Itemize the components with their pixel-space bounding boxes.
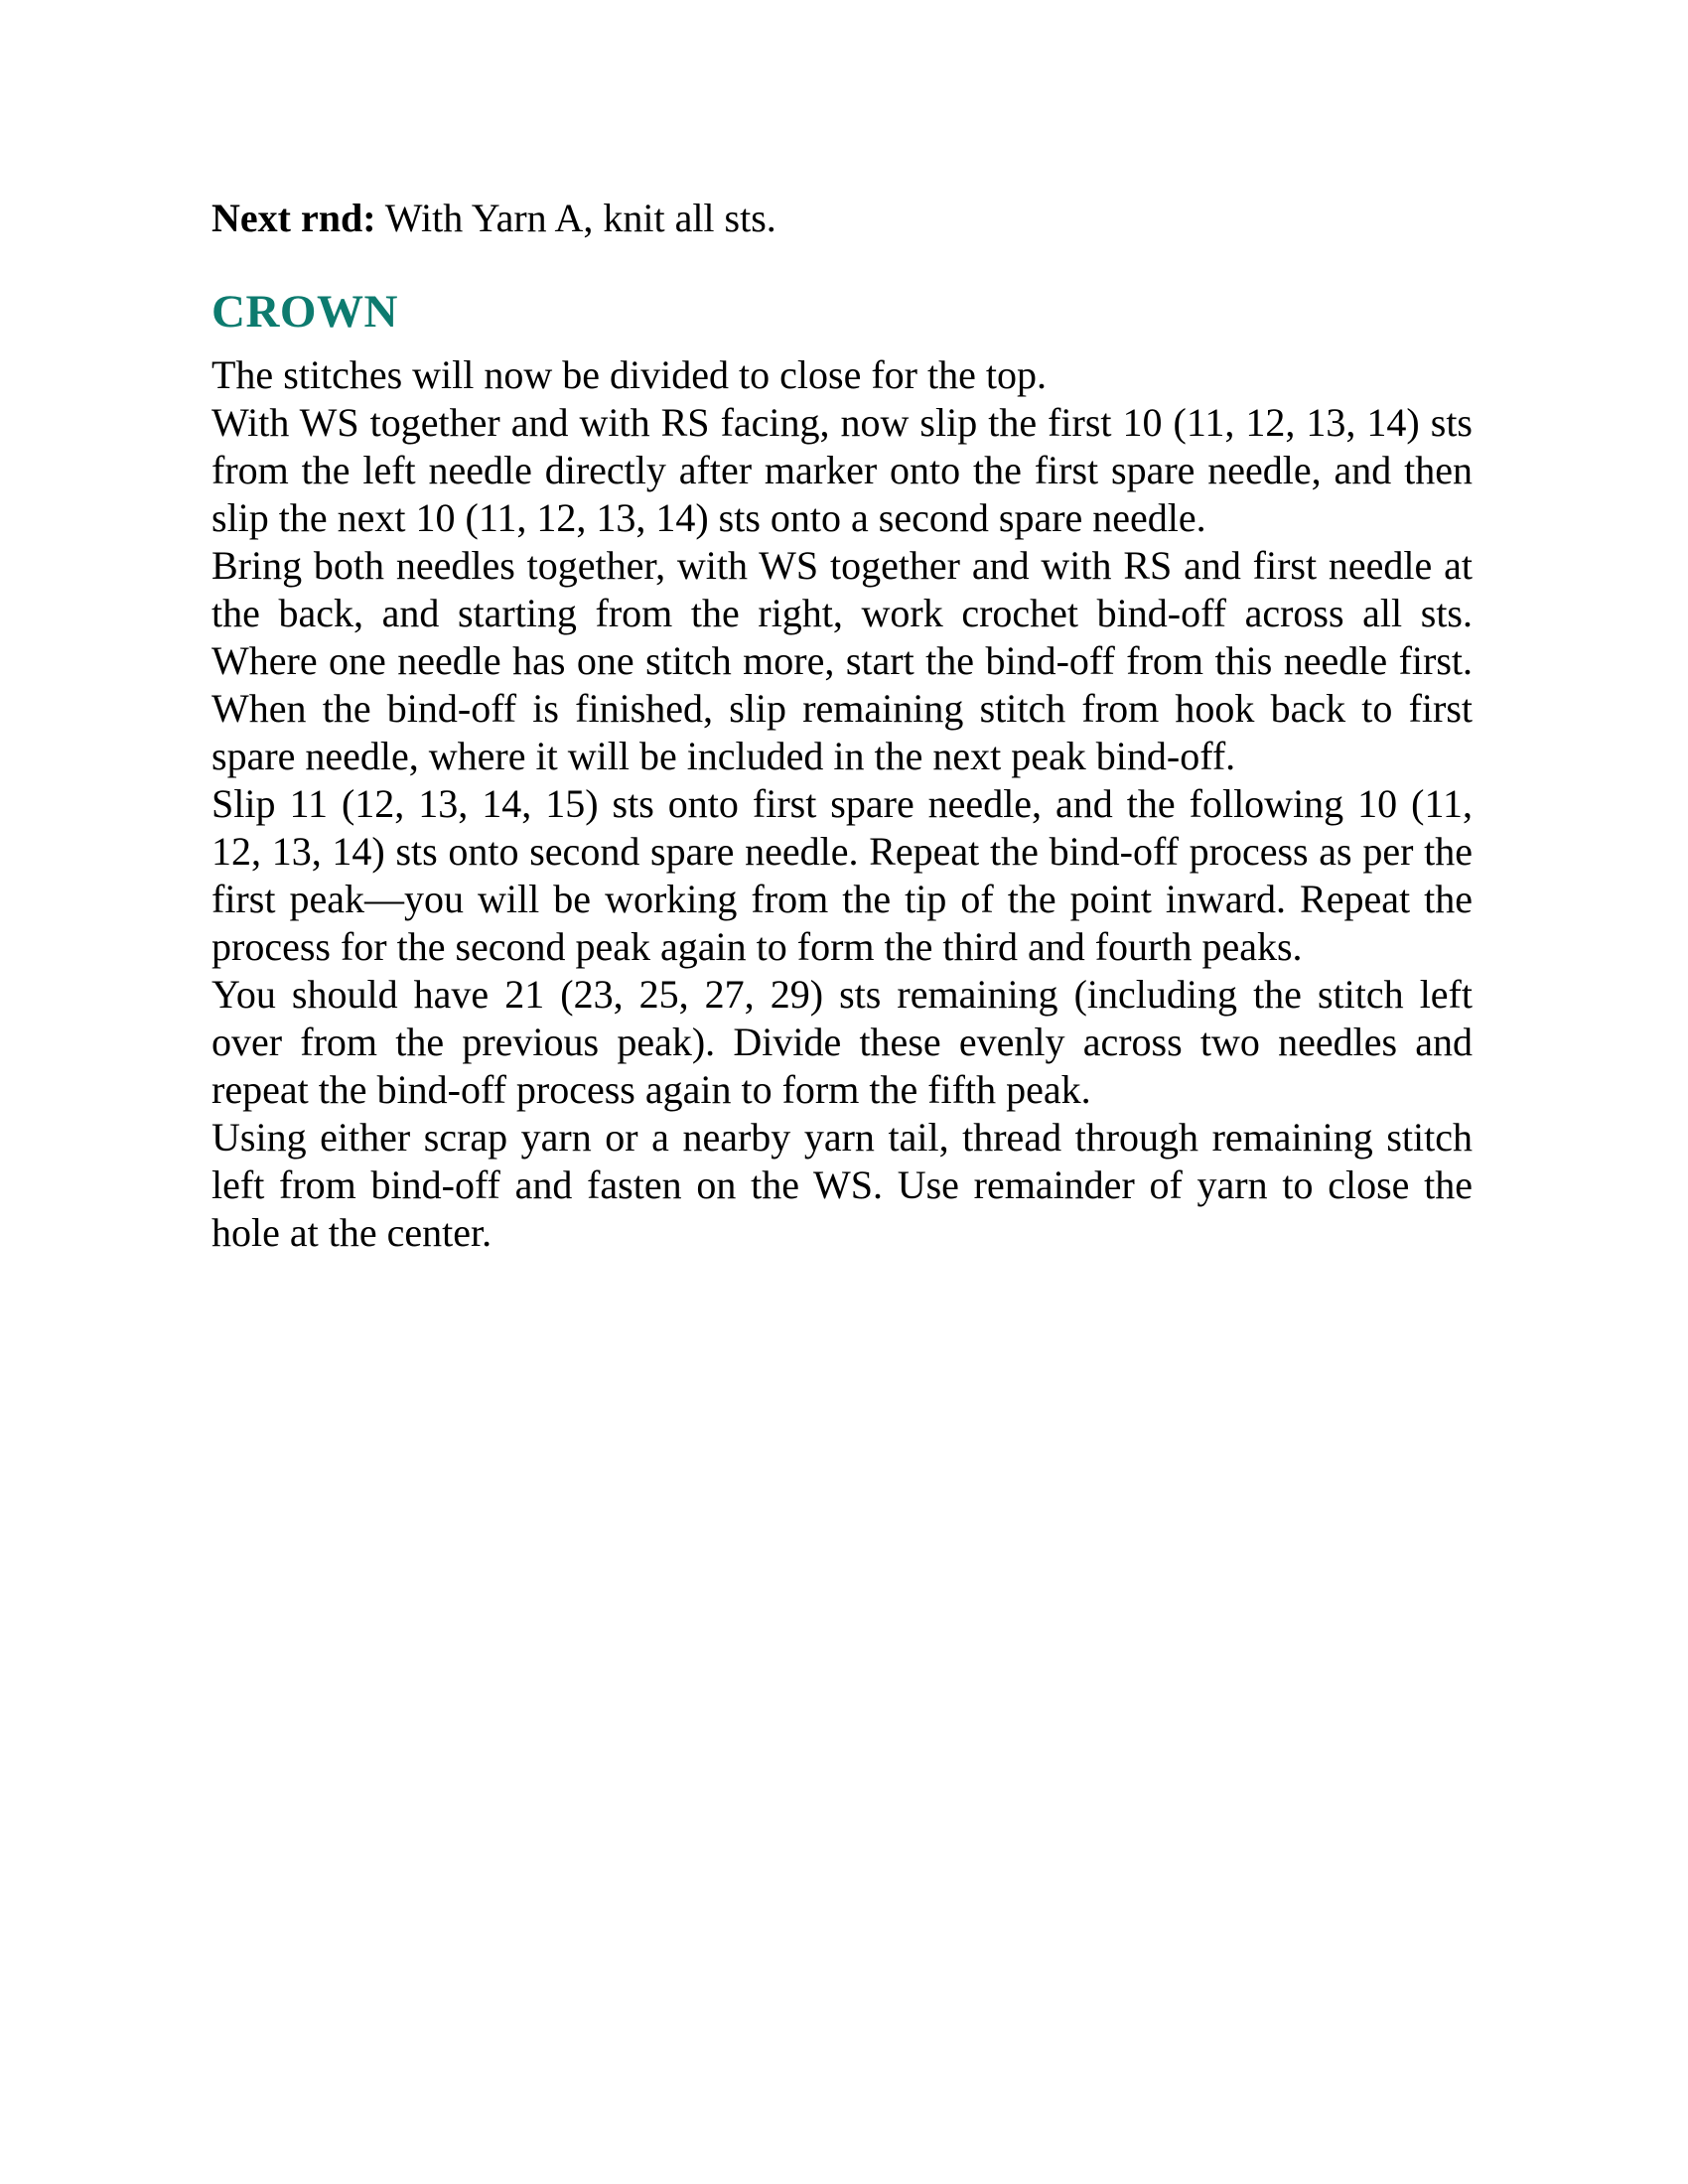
paragraph: Bring both needles together, with WS together and with RS and first needle at the back, and starting from the right, work crochet bind-off across all sts. Where one needle has one stitch more, start the bind-off from this needle first. When the bind-off is finished, slip remaining stitch from hook back to first spare needle, where it will be included in the next peak bind-off. [211, 543, 1473, 778]
paragraph: Using either scrap yarn or a nearby yarn tail, thread through remaining stitch left from bind-off and fasten on the WS. Use remainder of yarn to close the hole at the center. [211, 1115, 1473, 1255]
paragraph: The stitches will now be divided to close for the top. [211, 352, 1047, 397]
intro-line [211, 195, 1473, 242]
document-page [211, 195, 1473, 1257]
paragraph: Slip 11 (12, 13, 14, 15) sts onto first spare needle, and the following 10 (11, 12, 13, 14) sts onto second spare needle. Repeat the bind-off process as per the first peak—you will be working from the tip of the point inward. Repeat the process for the second peak again to form the third and fourth peaks. [211, 781, 1473, 969]
section-heading-crown: CROWN [211, 286, 398, 338]
intro-text: With Yarn A, knit all sts. [375, 196, 776, 240]
intro-lead: Next rnd: [211, 196, 376, 240]
paragraph: You should have 21 (23, 25, 27, 29) sts remaining (including the stitch left over from the previous peak). Divide these evenly across two needles and repeat the bind-off process again to form the fifth peak. [211, 972, 1473, 1112]
paragraph: With WS together and with RS facing, now slip the first 10 (11, 12, 13, 14) sts from the left needle directly after marker onto the first spare needle, and then slip the next 10 (11, 12, 13, 14) sts onto a second spare needle. [211, 400, 1473, 540]
